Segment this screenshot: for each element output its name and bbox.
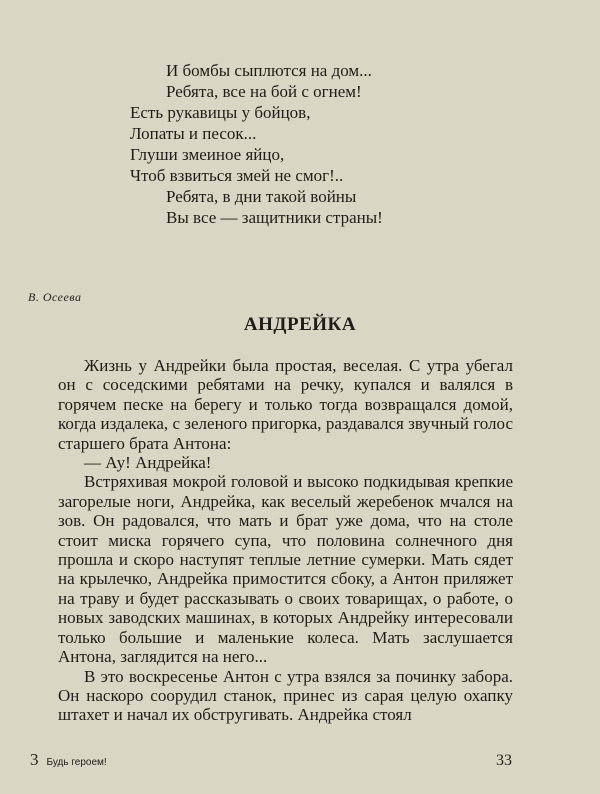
signature-mark <box>30 750 107 770</box>
poem-line: Вы все — защитники страны! <box>166 208 383 227</box>
story-author: В. Осеева <box>28 290 82 304</box>
signature-number: 3 <box>30 750 39 769</box>
story-title: АНДРЕЙКА <box>243 314 357 335</box>
poem-line: Ребята, в дни такой войны <box>166 187 357 206</box>
story-paragraph: Жизнь у Андрейки была простая, веселая. С утра убегал он с соседскими ребятами на речку, купался и валялся в горячем песке на берегу и только тогда возвращался домой, когда издалека, с зеленого пригорка, раздавался звучный голос старшего брата Антона: <box>58 356 513 453</box>
story-body <box>58 356 513 725</box>
story-paragraph: В это воскресенье Антон с утра взялся за починку забора. Он наскоро соорудил станок, принес из сарая целую охапку штахет и начал их обстругивать. Андрейка стоял <box>58 666 513 725</box>
story-paragraph: — Ау! Андрейка! <box>84 453 212 473</box>
poem-line: Есть рукавицы у бойцов, <box>130 103 311 122</box>
poem-line: Глуши змеиное яйцо, <box>130 145 285 164</box>
poem-line: Чтоб взвиться змей не смог!.. <box>130 166 344 185</box>
poem-stanza <box>130 60 383 228</box>
poem-line: И бомбы сыплются на дом... <box>166 61 372 80</box>
page-number: 33 <box>496 752 512 769</box>
page-footer <box>30 750 512 770</box>
signature-label: Будь героем! <box>46 757 107 768</box>
poem-line: Ребята, все на бой с огнем! <box>166 82 362 101</box>
story-paragraph: Встряхивая мокрой головой и высоко подкидывая крепкие загорелые ноги, Андрейка, как веселый жеребенок мчался на зов. Он радовался, что мать и брат уже дома, что на столе стоит миска горячего супа, что половина солнечного дня прошла и скоро наступят теплые летние сумерки. Мать сядет на крылечко, Андрейка примостится сбоку, а Антон приляжет на траву и будет рассказывать о своих товарищах, о работе, о новых заводских машинах, в которых Андрейку интересовали только большие и маленькие колеса. Мать заслушается Антона, заглядится на него... <box>58 472 513 667</box>
poem-line: Лопаты и песок... <box>130 124 257 143</box>
